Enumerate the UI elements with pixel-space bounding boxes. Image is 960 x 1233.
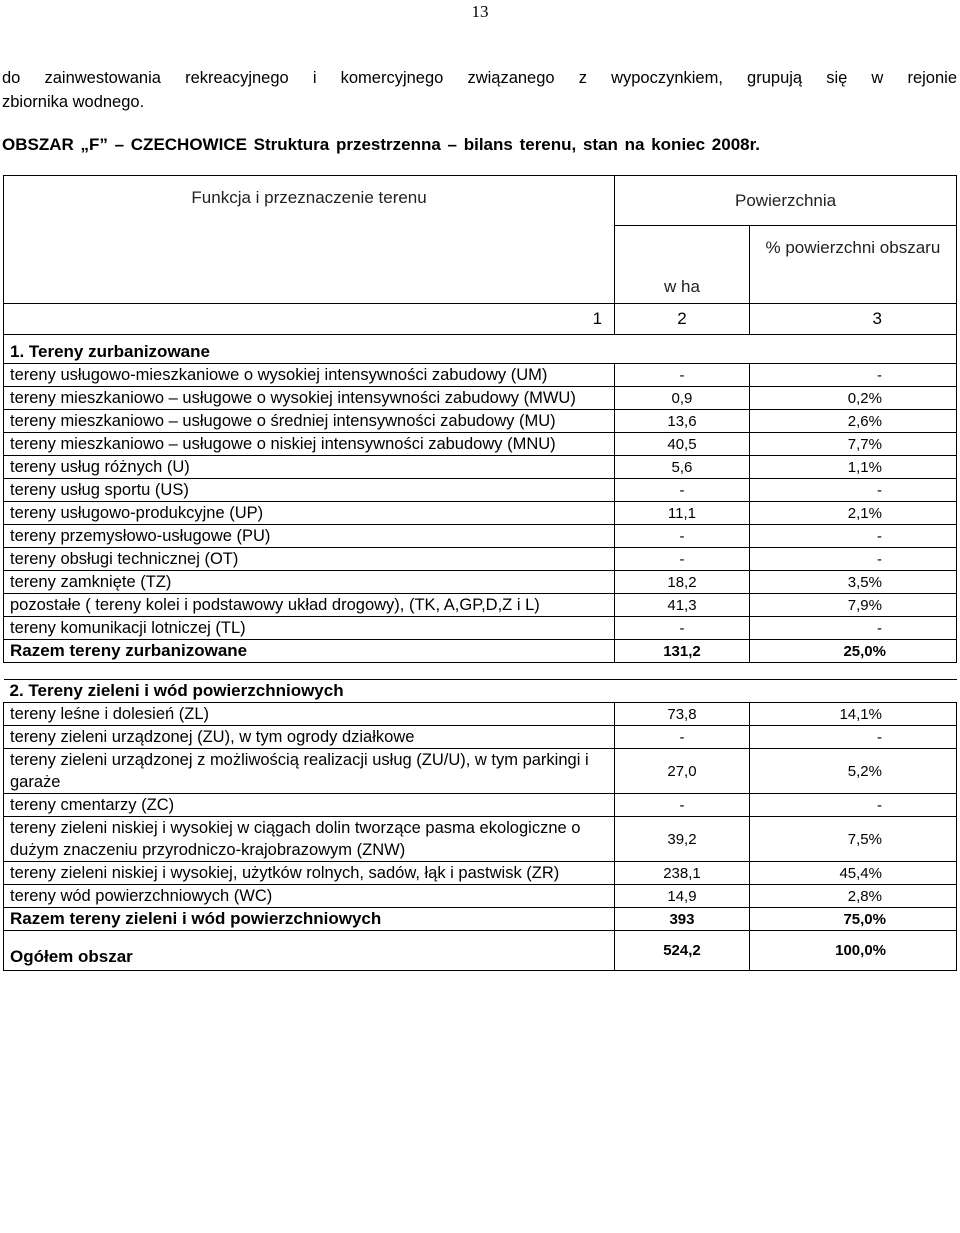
intro-paragraph [2,66,957,114]
col-number-3: 3 [749,304,956,335]
header-function: Funkcja i przeznaczenie terenu [4,176,615,304]
table-row [4,594,957,617]
col-number-1: 1 [4,304,615,335]
row-ha-value: 39,2 [615,817,750,862]
row-label: tereny usługowo-mieszkaniowe o wysokiej intensywności zabudowy (UM) [4,364,615,387]
table-row [4,433,957,456]
table-row [4,794,957,817]
row-ha-value: 27,0 [615,749,750,794]
row-pct-value: 2,8% [749,885,956,908]
table-row [4,364,957,387]
row-label: tereny przemysłowo-usługowe (PU) [4,525,615,548]
row-pct-value: 2,1% [749,502,956,525]
row-label: tereny usługowo-produkcyjne (UP) [4,502,615,525]
row-pct-value: 45,4% [749,862,956,885]
row-label: tereny zieleni niskiej i wysokiej, użytków rolnych, sadów, łąk i pastwisk (ZR) [4,862,615,885]
table-row [4,703,957,726]
row-label: tereny cmentarzy (ZC) [4,794,615,817]
table-row [4,749,957,794]
row-pct-value: 5,2% [749,749,956,794]
section-2-title: 2. Tereny zieleni i wód powierzchniowych [4,680,957,703]
row-ha-value: - [615,364,750,387]
row-label: pozostałe ( tereny kolei i podstawowy układ drogowy), (TK, A,GP,D,Z i L) [4,594,615,617]
row-ha-value: - [615,726,750,749]
row-pct-value: 3,5% [749,571,956,594]
section-1-title: 1. Tereny zurbanizowane [4,335,957,364]
row-ha-value: 14,9 [615,885,750,908]
table-row [4,525,957,548]
row-pct-value: 14,1% [749,703,956,726]
table-row [4,502,957,525]
row-label: tereny usług sportu (US) [4,479,615,502]
section2-total-row [4,908,957,931]
section-total-label: Razem tereny zurbanizowane [4,640,615,663]
row-ha-value: 40,5 [615,433,750,456]
row-pct-value: - [749,525,956,548]
row-pct-value: 7,5% [749,817,956,862]
table-row [4,479,957,502]
table-row [4,410,957,433]
row-ha-value: 238,1 [615,862,750,885]
grand-total-row [4,931,957,971]
header-ha: w ha [615,226,750,304]
row-pct-value: - [749,726,956,749]
row-pct-value: 0,2% [749,387,956,410]
section-1 [4,335,957,663]
table-row [4,387,957,410]
row-pct-value: 7,7% [749,433,956,456]
table-row [4,548,957,571]
grand-total-label: Ogółem obszar [4,931,615,971]
row-ha-value: 0,9 [615,387,750,410]
section1-total-row [4,640,957,663]
row-label: tereny komunikacji lotniczej (TL) [4,617,615,640]
row-ha-value: 41,3 [615,594,750,617]
row-label: tereny zieleni urządzonej (ZU), w tym ogrody działkowe [4,726,615,749]
row-label: tereny zieleni niskiej i wysokiej w ciągach dolin tworzące pasma ekologiczne o dużym znaczeniu przyrodniczo-krajobrazowym (ZNW) [4,817,615,862]
page-number: 13 [471,2,489,21]
row-ha-value: - [615,617,750,640]
intro-line-2: zbiornika wodnego. [2,93,145,111]
row-pct-value: - [749,617,956,640]
row-label: tereny leśne i dolesień (ZL) [4,703,615,726]
section-2 [4,663,957,931]
row-pct-value: 1,1% [749,456,956,479]
table-title: OBSZAR „F” – CZECHOWICE Struktura przestrzenna – bilans terenu, stan na koniec 2008r. [2,135,761,154]
land-balance-table [3,175,957,971]
row-label: tereny mieszkaniowo – usługowe o niskiej intensywności zabudowy (MNU) [4,433,615,456]
row-ha-value: - [615,525,750,548]
table-row [4,726,957,749]
row-ha-value: - [615,479,750,502]
section-total-pct: 25,0% [749,640,956,663]
grand-total-group [4,931,957,971]
section-total-label: Razem tereny zieleni i wód powierzchniowych [4,908,615,931]
row-label: tereny zieleni urządzonej z możliwością realizacji usług (ZU/U), w tym parkingi i garaże [4,749,615,794]
table-row [4,885,957,908]
row-ha-value: 18,2 [615,571,750,594]
row-label: tereny mieszkaniowo – usługowe o wysokiej intensywności zabudowy (MWU) [4,387,615,410]
table-row [4,862,957,885]
header-pct: % powierzchni obszaru [749,226,956,304]
section-total-pct: 75,0% [749,908,956,931]
col-number-2: 2 [615,304,750,335]
row-label: tereny usług różnych (U) [4,456,615,479]
row-ha-value: 11,1 [615,502,750,525]
intro-line-1: do zainwestowania rekreacyjnego i komercyjnego związanego z wypoczynkiem, grupują się w rejonie [2,69,957,87]
row-pct-value: 2,6% [749,410,956,433]
row-ha-value: 5,6 [615,456,750,479]
table-row [4,617,957,640]
section-total-ha: 393 [615,908,750,931]
row-label: tereny mieszkaniowo – usługowe o średniej intensywności zabudowy (MU) [4,410,615,433]
row-ha-value: - [615,794,750,817]
row-label: tereny wód powierzchniowych (WC) [4,885,615,908]
row-pct-value: - [749,364,956,387]
row-pct-value: - [749,794,956,817]
header-area-group: Powierzchnia [615,176,957,226]
row-pct-value: - [749,548,956,571]
row-label: tereny zamknięte (TZ) [4,571,615,594]
row-label: tereny obsługi technicznej (OT) [4,548,615,571]
row-ha-value: 73,8 [615,703,750,726]
grand-total-ha: 524,2 [615,931,750,971]
row-pct-value: - [749,479,956,502]
table-row [4,571,957,594]
row-ha-value: 13,6 [615,410,750,433]
grand-total-pct: 100,0% [749,931,956,971]
section-total-ha: 131,2 [615,640,750,663]
row-pct-value: 7,9% [749,594,956,617]
table-row [4,817,957,862]
table-row [4,456,957,479]
row-ha-value: - [615,548,750,571]
